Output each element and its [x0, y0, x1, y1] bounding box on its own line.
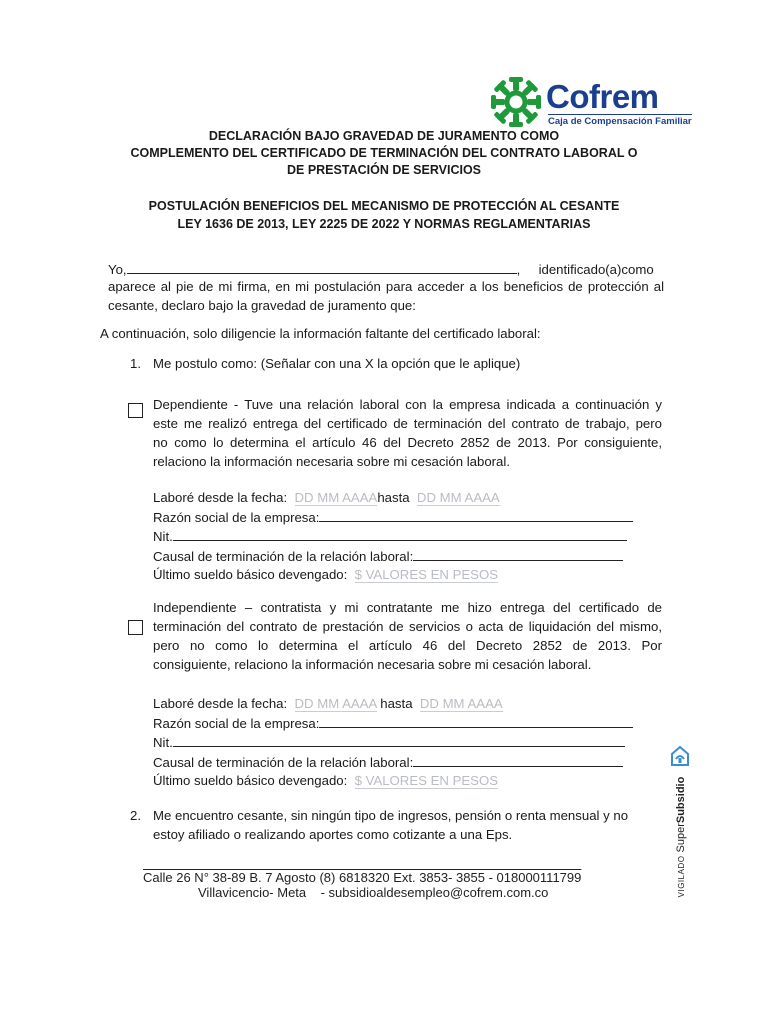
vigilado-supersubsidio-mark [660, 745, 700, 905]
independiente-line-2: terminación del contrato de prestación de servicios o acta de liquidación del mismo, [153, 619, 662, 634]
item-2-number: 2. [130, 808, 141, 823]
item-1-text: Me postulo como: (Señalar con una X la opción que le aplique) [153, 356, 521, 371]
razon-label: Razón social de la empresa: [153, 509, 320, 525]
dep-start-date-field[interactable]: DD MM AAAA [294, 490, 378, 505]
ind-dates-row [153, 695, 653, 714]
footer-address: Calle 26 N° 38-89 B. 7 Agosto (8) 6818320 Ext. 3853- 3855 - 018000111799 [143, 870, 582, 885]
causal-label: Causal de terminación de la relación laboral: [153, 754, 414, 770]
hasta-label: hasta [380, 696, 413, 711]
footer-contact: Villavicencio- Meta - subsidioaldesempleo@cofrem.com.co [198, 885, 549, 900]
document-title [0, 128, 768, 179]
razon-label: Razón social de la empresa: [153, 715, 320, 731]
ind-sueldo-row [153, 772, 653, 791]
dep-sueldo-field[interactable]: $ VALORES EN PESOS [354, 567, 499, 582]
nit-label: Nit. [153, 529, 173, 544]
nit-label: Nit. [153, 735, 173, 750]
dependiente-form [153, 489, 653, 585]
instruction-text: A continuación, solo diligencie la información faltante del certificado laboral: [100, 326, 541, 341]
dep-causal-field[interactable] [413, 547, 623, 561]
identificado-label: , identificado(a)como [516, 262, 654, 277]
ind-end-date-field[interactable]: DD MM AAAA [419, 696, 503, 711]
dependiente-line-2: este me realizó entrega del certificado de terminación del contrato de trabajo, pero [153, 416, 662, 431]
causal-label: Causal de terminación de la relación laboral: [153, 548, 414, 564]
supersubsidio-house-icon [670, 745, 690, 767]
dependiente-paragraph [153, 395, 662, 471]
independiente-line-4: consiguiente, relaciono la información necesaria sobre mi cesación laboral. [153, 657, 592, 672]
title-line-2: COMPLEMENTO DEL CERTIFICADO DE TERMINACIÓN DEL CONTRATO LABORAL O [130, 146, 638, 160]
independiente-line-1: Independiente – contratista y mi contratante me hizo entrega del certificado de [153, 600, 662, 615]
item-2-line-1: Me encuentro cesante, sin ningún tipo de ingresos, pensión o renta mensual y no [153, 808, 629, 823]
logo-name: Cofrem [546, 78, 659, 115]
independiente-checkbox[interactable] [128, 620, 143, 635]
independiente-line-3: pero no como lo determina el artículo 46 del Decreto 2852 de 2013. Por [153, 638, 662, 653]
intro-line-3: cesante, declaro bajo la gravedad de juramento que: [108, 298, 416, 313]
ind-sueldo-field[interactable]: $ VALORES EN PESOS [354, 773, 499, 788]
dependiente-checkbox[interactable] [128, 403, 143, 418]
cofrem-logo [488, 74, 692, 130]
logo-tagline: Caja de Compensación Familiar [548, 116, 692, 127]
ind-razon-row [153, 714, 653, 734]
dep-nit-field[interactable] [173, 527, 627, 541]
ind-razon-field[interactable] [319, 714, 633, 728]
subtitle-line-2: LEY 1636 DE 2013, LEY 2225 DE 2022 Y NORMAS REGLAMENTARIAS [177, 217, 591, 231]
vigilado-prefix: VIGILADO [677, 855, 686, 898]
dependiente-line-4: relaciono la información necesaria sobre mi cesación laboral. [153, 454, 510, 469]
name-field[interactable] [127, 260, 517, 274]
independiente-form [153, 695, 653, 791]
hasta-label: hasta [377, 490, 410, 505]
independiente-paragraph [153, 598, 662, 674]
dependiente-line-3: no como lo determina el artículo 46 del Decreto 2852 de 2013. Por consiguiente, [153, 435, 662, 450]
document-subtitle [0, 197, 768, 233]
sueldo-label: Último sueldo básico devengado: [153, 773, 348, 788]
dep-causal-row [153, 547, 653, 567]
dep-dates-row [153, 489, 653, 508]
cofrem-emblem-icon [488, 74, 544, 130]
dep-sueldo-row [153, 566, 653, 585]
item-2-line-2: estoy afiliado o realizando aportes como cotizante a una Eps. [153, 827, 513, 842]
sueldo-label: Último sueldo básico devengado: [153, 567, 348, 582]
item-2-text [153, 806, 653, 844]
vigilado-subsidio: Subsidio [675, 776, 687, 824]
vigilado-super: Super [675, 823, 687, 853]
ind-nit-field[interactable] [173, 733, 625, 747]
vigilado-text [675, 774, 687, 900]
yo-label: Yo, [108, 262, 127, 277]
labore-label: Laboré desde la fecha: [153, 490, 288, 505]
item-1-number: 1. [130, 356, 141, 371]
intro-line-1 [108, 260, 664, 277]
ind-causal-field[interactable] [413, 753, 623, 767]
dep-nit-row [153, 527, 653, 547]
labore-label: Laboré desde la fecha: [153, 696, 288, 711]
subtitle-line-1: POSTULACIÓN BENEFICIOS DEL MECANISMO DE PROTECCIÓN AL CESANTE [148, 199, 620, 213]
dep-end-date-field[interactable]: DD MM AAAA [416, 490, 500, 505]
title-line-3: DE PRESTACIÓN DE SERVICIOS [286, 163, 482, 177]
ind-nit-row [153, 733, 653, 753]
intro-line-2: aparece al pie de mi firma, en mi postulación para acceder a los beneficios de protección al [108, 279, 664, 294]
dep-razon-row [153, 508, 653, 528]
title-line-1: DECLARACIÓN BAJO GRAVEDAD DE JURAMENTO COMO [208, 129, 560, 143]
dep-razon-field[interactable] [319, 508, 633, 522]
ind-causal-row [153, 753, 653, 773]
ind-start-date-field[interactable]: DD MM AAAA [294, 696, 377, 711]
intro-paragraph [108, 277, 664, 315]
dependiente-line-1: Dependiente - Tuve una relación laboral con la empresa indicada a continuación y [153, 397, 662, 412]
